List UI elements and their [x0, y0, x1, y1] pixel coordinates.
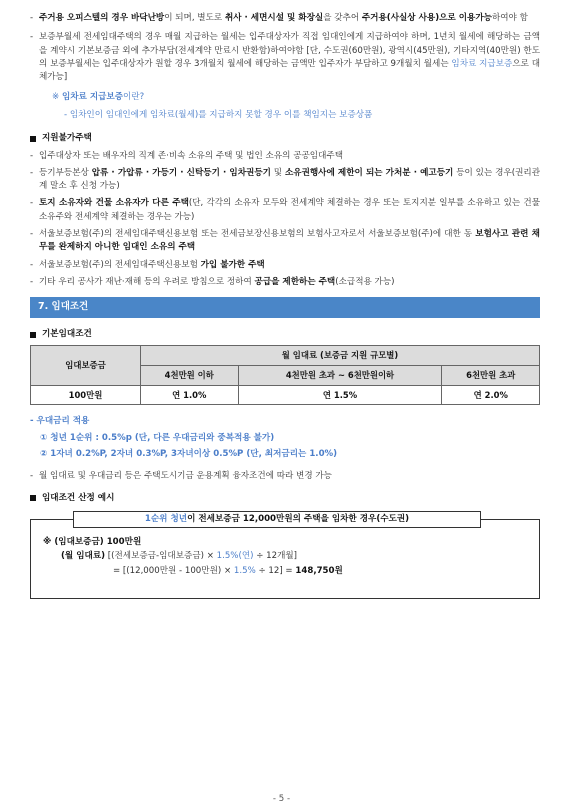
- calc-rent-formula: (월 임대료) [(전세보증금-임대보증금) × 1.5%(연) ÷ 12개월]: [61, 551, 298, 562]
- table-row: [31, 386, 540, 405]
- list-item: - 입주대상자 또는 배우자의 직계 존·비속 소유의 주택 및 법인 소유의 공공임대주택: [30, 150, 344, 161]
- text-run: 주거용(사실상 사용)으로 이용가능: [361, 13, 492, 23]
- list-item: - 서울보증보험(주)의 전세임대주택신용보험 가입 불가한 주택: [30, 259, 265, 270]
- text-run: 서울보증보험(주)의 전세임대주택신용보험 또는 전세금보장신용보험의 보험사고자로서 서울보증보험(주)에 대한 동: [39, 229, 476, 240]
- square-bullet-icon: [30, 136, 36, 142]
- table-cell-rate: 연 2.0%: [442, 386, 540, 405]
- text-run: 기타 우리 공사가 재난·재해 등의 우려로 방침으로 정하여: [39, 277, 255, 287]
- text-run: 압류 · 가압류 · 가등기 · 신탁등기 · 임차권등기: [91, 167, 271, 178]
- intro-paragraph: [30, 12, 540, 25]
- text-run: (단, 각각의 소유자 모두와 전세계약 체결하는 경우 또는 토지지분 일부를 소유하고 있는 건물 소유주와 전세계약 체결하는 경우는 가능): [39, 198, 540, 222]
- text-run: 이 되며, 별도로: [164, 13, 225, 23]
- note-title: ※ 임차료 지급보증이란?: [52, 91, 145, 102]
- text-run: 및: [270, 167, 285, 178]
- preferential-line-1: ① 청년 1순위 : 0.5%p (단, 다른 우대금리와 중복적용 불가): [40, 432, 275, 443]
- calc-deposit-line: ※ (임대보증금) 100만원: [43, 536, 142, 547]
- calc-rent-result: = [(12,000만원 - 100만원) × 1.5% ÷ 12] = 148,750원: [113, 565, 343, 576]
- text-run: 소유권행사에 제한이 되는 가처분 · 예고등기: [284, 167, 454, 178]
- text-run: 하여야 함: [491, 13, 528, 23]
- table-header-group: 월 임대료 (보증금 지원 규모별): [141, 346, 540, 366]
- text-run: 취사 · 세면시설 및 화장실: [224, 13, 324, 23]
- section-heading-calc-example: 임대조건 산정 예시: [30, 492, 540, 505]
- table-header-deposit: 임대보증금: [31, 346, 141, 386]
- dash-bullet: -: [30, 13, 34, 23]
- text-run: 서울보증보험(주)의 전세임대주택신용보험: [39, 259, 201, 270]
- change-note: - 월 임대료 및 우대금리 등은 주택도시기금 운용계획 융자조건에 따라 변경 가능: [30, 471, 332, 482]
- section-heading-ineligible: 지원불가주택: [30, 132, 540, 145]
- square-bullet-icon: [30, 332, 36, 338]
- text-run: 보험사고 관련 채무를 완제하지 아니한 임대인 소유의 주택: [39, 229, 540, 253]
- list-item: - 등기부등본상 압류 · 가압류 · 가등기 · 신탁등기 · 임차권등기 및 소유권행사에 제한이 되는 가처분 · 예고등기 등이 있는 경우(권리관계 말소 후 신청 가능): [30, 167, 541, 192]
- table-cell-rate: 연 1.5%: [238, 386, 442, 405]
- text-run: 으로 대체가능]: [39, 58, 541, 83]
- note-description: - 임차인이 임대인에게 임차료(월세)를 지급하지 못할 경우 이를 책임지는 보증상품: [64, 109, 373, 120]
- text-run: 토지 소유자와 건물 소유자가 다른 주택: [39, 198, 189, 209]
- calc-example-box: [30, 513, 540, 599]
- document-page: [30, 12, 540, 599]
- table-subheader: 4천만원 초과 ~ 6천만원이하: [238, 366, 442, 386]
- calc-example-title: 1순위 청년이 전세보증금 12,000만원의 주택을 임차한 경우(수도권): [73, 511, 481, 528]
- page-number: - 5 -: [272, 794, 291, 804]
- square-bullet-icon: [30, 495, 36, 501]
- table-cell-rate: 연 1.0%: [141, 386, 239, 405]
- table-cell-deposit: 100만원: [31, 386, 141, 405]
- intro-paragraphs: [30, 12, 540, 85]
- ineligible-list: [30, 150, 540, 290]
- intro-paragraph: [30, 31, 540, 84]
- text-run: 공급을 제한하는 주택: [254, 277, 336, 287]
- text-run: 가입 불가한 주택: [200, 259, 265, 270]
- section-heading-basic-conditions: 기본임대조건: [30, 328, 540, 341]
- list-item: - 서울보증보험(주)의 전세임대주택신용보험 또는 전세금보장신용보험의 보험사고자로서 서울보증보험(주)에 대한 동 보험사고 관련 채무를 완제하지 아니한 임대인 소유의 주택: [30, 229, 540, 253]
- preferential-line-2: ② 1자녀 0.2%P, 2자녀 0.3%P, 3자녀이상 0.5%P (단, 최저금리는 1.0%): [40, 448, 338, 459]
- text-run: 을 갖추어: [323, 13, 362, 23]
- text-run: 등이 있는 경우(권리관계 말소 후 신청 가능): [39, 167, 541, 192]
- list-item: - 기타 우리 공사가 재난·재해 등의 우려로 방침으로 정하여 공급을 제한하는 주택(소급적용 가능): [30, 277, 395, 287]
- text-run: 입주대상자 또는 배우자의 직계 존·비속 소유의 주택 및 법인 소유의 공공임대주택: [39, 150, 344, 161]
- text-run: 등기부등본상: [39, 167, 92, 178]
- preferential-rate-block: [30, 415, 540, 461]
- list-item: - 토지 소유자와 건물 소유자가 다른 주택(단, 각각의 소유자 모두와 전세계약 체결하는 경우 또는 토지지분 일부를 소유하고 있는 건물 소유주와 전세계약 체결하는 경우는 가능): [30, 198, 540, 222]
- text-run: 임차료 지급보증: [451, 58, 513, 69]
- rent-rate-table: [30, 345, 540, 405]
- preferential-title: - 우대금리 적용: [30, 416, 90, 427]
- text-run: 보증부월세 전세임대주택의 경우 매월 지급하는 월세는 입주대상자가 직접 임대인에게 지급하여야 하며, 1년치 월세에 해당하는 금액을 계약시 기본보증금 외에 추가부담(전세계약 만료시 반환함)하여야함 [단, 수도권(60만원), 광역시(45만원), 기타지역(40만원) 한도의 보증부월세는 입주대상자가 원할 경우 3개월치 월세에 해당하는 금액만 입주자가 부담하고 9개월치 월세는: [39, 32, 540, 69]
- rent-guarantee-note: [52, 91, 540, 123]
- dash-bullet: -: [30, 32, 34, 43]
- section-7-title-bar: 7. 임대조건: [30, 297, 540, 318]
- text-run: (소급적용 가능): [335, 277, 395, 287]
- text-run: 주거용 오피스텔의 경우 바닥난방: [39, 13, 165, 23]
- table-subheader: 4천만원 이하: [141, 366, 239, 386]
- table-subheader: 6천만원 초과: [442, 366, 540, 386]
